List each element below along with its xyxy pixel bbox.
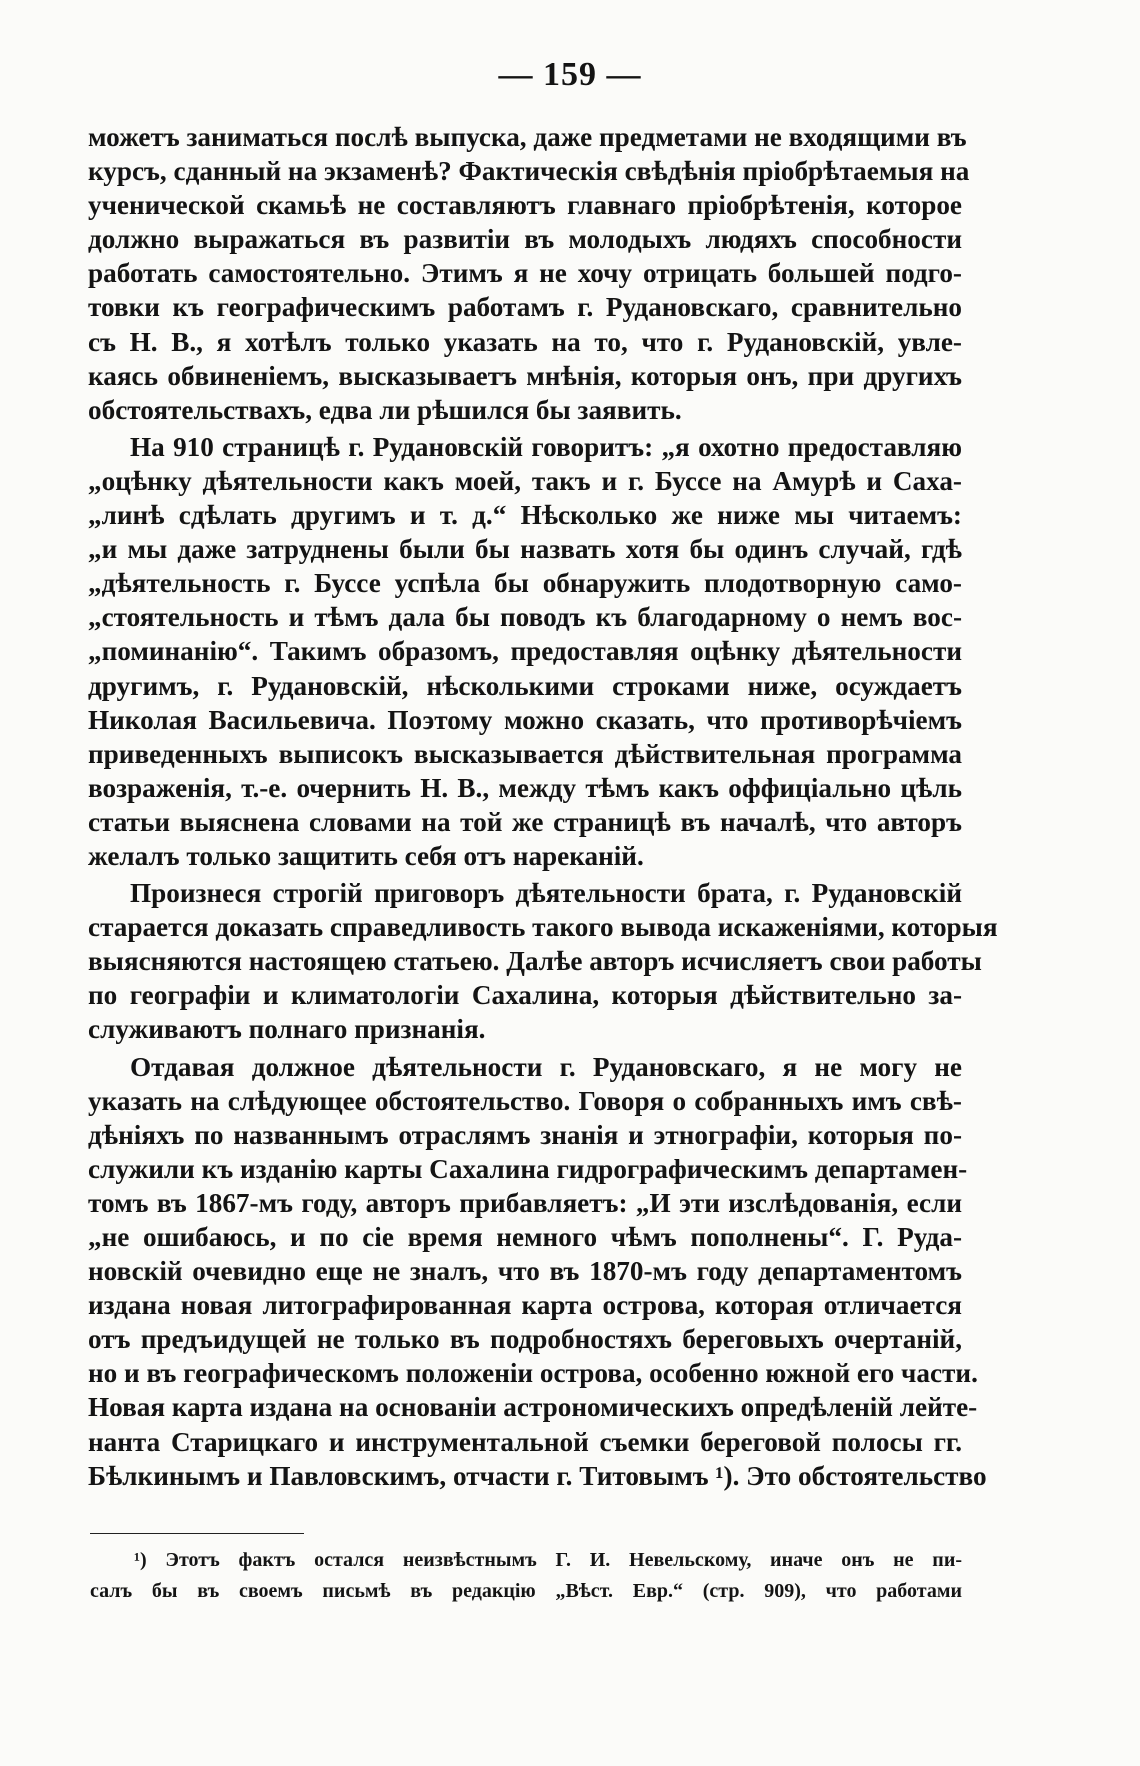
text-line: выясняются настоящею статьею. Далѣе авторъ исчисляетъ свои работы <box>88 946 982 977</box>
paragraph-2 <box>88 430 962 873</box>
footnote-line: салъ бы въ своемъ письмѣ въ редакцію „Вѣст. Евр.“ (стр. 909), что работами <box>90 1580 962 1602</box>
page-number: — 159 — <box>498 56 642 93</box>
text-line: Отдавая должное дѣятельности г. Рудановскаго, я не могу не <box>130 1051 962 1082</box>
text-line: издана новая литографированная карта острова, которая отличается <box>88 1290 962 1321</box>
text-line: служили къ изданію карты Сахалина гидрографическимъ департамен- <box>88 1153 968 1184</box>
text-line: отъ предъидущей не только въ подробностяхъ береговыхъ очертаній, <box>88 1324 962 1355</box>
text-line: но и въ географическомъ положеніи острова, особенно южной его части. <box>88 1358 978 1389</box>
text-line: работать самостоятельно. Этимъ я не хочу отрицать большей подго- <box>88 258 962 289</box>
text-line: курсъ, сданный на экзаменѣ? Фактическія свѣдѣнія пріобрѣтаемыя на <box>88 156 970 187</box>
text-line: служиваютъ полнаго признанія. <box>88 1014 486 1045</box>
text-line: „стоятельность и тѣмъ дала бы поводъ къ благодарному о немъ вос- <box>88 602 962 633</box>
text-line: желалъ только защитить себя отъ нареканій. <box>88 840 644 871</box>
text-line: должно выражаться въ развитіи въ молодыхъ людяхъ способности <box>88 224 962 255</box>
body-text <box>88 120 998 1493</box>
text-line: указать на слѣдующее обстоятельство. Говоря о собранныхъ имъ свѣ- <box>88 1085 962 1116</box>
text-line: возраженія, т.-е. очернить Н. В., между тѣмъ какъ оффиціально цѣль <box>88 772 962 803</box>
footnote-line: ¹) Этотъ фактъ остался неизвѣстнымъ Г. И. Невельскому, иначе онъ не пи- <box>134 1549 962 1571</box>
text-line: старается доказать справедливость такого вывода искаженіями, которыя <box>88 912 998 943</box>
text-line: Николая Васильевича. Поэтому можно сказать, что противорѣчіемъ <box>88 704 962 735</box>
text-line: ученической скамьѣ не составляютъ главнаго пріобрѣтенія, которое <box>88 190 962 221</box>
footnote <box>90 1545 962 1607</box>
text-line: Произнеся строгій приговоръ дѣятельности брата, г. Рудановскій <box>130 878 962 909</box>
text-line: другимъ, г. Рудановскій, нѣсколькими строками ниже, осуждаетъ <box>88 670 962 701</box>
text-line: новскій очевидно еще не зналъ, что въ 1870-мъ году департаментомъ <box>88 1256 962 1287</box>
text-line: статьи выяснена словами на той же страницѣ въ началѣ, что авторъ <box>88 806 962 837</box>
paragraph-3 <box>88 876 998 1046</box>
paragraph-1 <box>88 120 970 427</box>
text-line: „не ошибаюсь, и по сіе время немного чѣмъ пополнены“. Г. Руда- <box>88 1222 962 1252</box>
text-line: „оцѣнку дѣятельности какъ моей, такъ и г. Буссе на Амурѣ и Саха- <box>88 465 962 496</box>
text-line: На 910 страницѣ г. Рудановскій говоритъ: „я охотно предоставляю <box>130 431 962 462</box>
footnote-divider <box>90 1533 304 1534</box>
text-line: можетъ заниматься послѣ выпуска, даже предметами не входящими въ <box>88 122 967 152</box>
text-line: нанта Старицкаго и инструментальной съемки береговой полосы гг. <box>88 1426 962 1457</box>
text-line: Бѣлкинымъ и Павловскимъ, отчасти г. Титовымъ ¹). Это обстоятельство <box>88 1460 987 1491</box>
text-line: приведенныхъ выписокъ высказывается дѣйствительная программа <box>88 738 962 769</box>
text-line: обстоятельствахъ, едва ли рѣшился бы заявить. <box>88 394 682 425</box>
paragraph-4 <box>88 1050 987 1493</box>
text-line: „линѣ сдѣлать другимъ и т. д.“ Нѣсколько же ниже мы читаемъ: <box>88 500 962 531</box>
text-line: съ Н. В., я хотѣлъ только указать на то, что г. Рудановскій, увле- <box>88 326 962 357</box>
text-line: „поминанію“. Такимъ образомъ, предоставляя оцѣнку дѣятельности <box>88 636 962 667</box>
text-line: „и мы даже затруднены были бы назвать хотя бы одинъ случай, гдѣ <box>88 534 962 565</box>
text-line: Новая карта издана на основаніи астрономическихъ опредѣленій лейте- <box>88 1392 978 1423</box>
text-line: „дѣятельность г. Буссе успѣла бы обнаружить плодотворную само- <box>88 568 962 599</box>
text-line: каясь обвиненіемъ, высказываетъ мнѣнія, которыя онъ, при другихъ <box>88 360 962 391</box>
text-line: дѣніяхъ по названнымъ отраслямъ знанія и этнографіи, которыя по- <box>88 1119 962 1150</box>
text-line: товки къ географическимъ работамъ г. Рудановскаго, сравнительно <box>88 292 962 323</box>
text-line: томъ въ 1867-мъ году, авторъ прибавляетъ: „И эти изслѣдованія, если <box>88 1187 962 1218</box>
text-line: по географіи и климатологіи Сахалина, которыя дѣйствительно за- <box>88 980 962 1011</box>
